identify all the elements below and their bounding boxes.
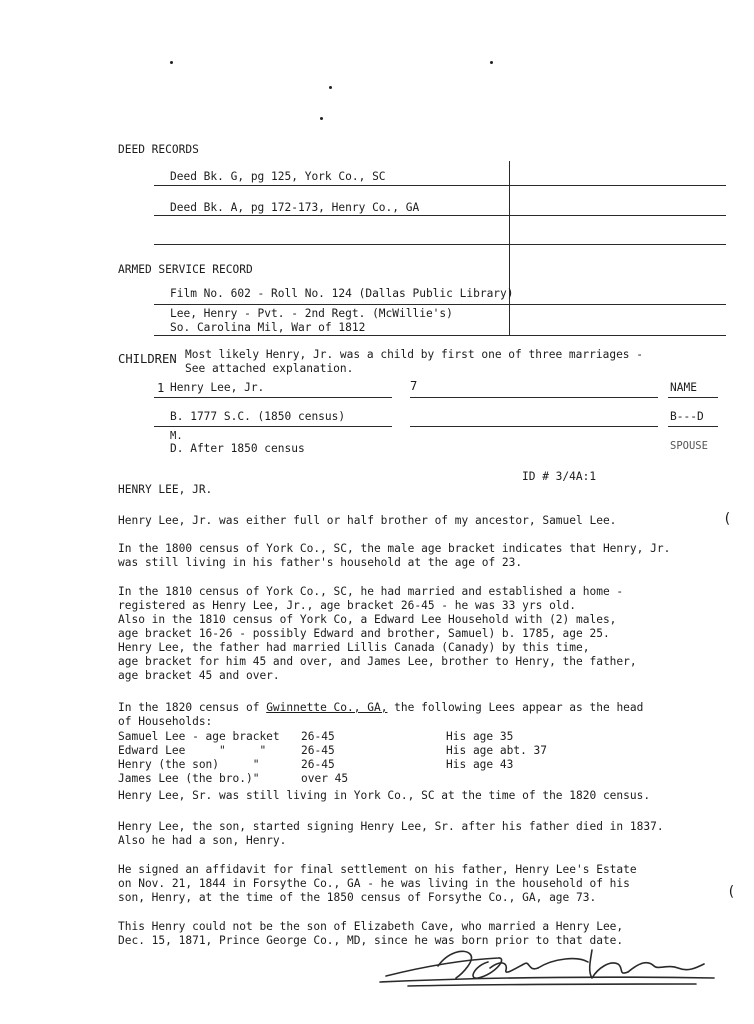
deed-row-1: Deed Bk. G, pg 125, York Co., SC (170, 170, 386, 183)
born-died-label: B---D (670, 410, 704, 423)
census-name: James Lee (the bro.)" (118, 772, 260, 785)
paragraph-3-line-1: In the 1810 census of York Co., SC, he had married and established a home - (118, 585, 624, 598)
county-underlined: Gwinnette Co., GA, (266, 701, 388, 714)
paragraph-3-line-2: registered as Henry Lee, Jr., age bracket 26-45 - he was 33 yrs old. (118, 599, 577, 612)
speck (170, 61, 173, 64)
form-rule (154, 304, 726, 305)
form-rule (154, 244, 726, 245)
paragraph-3-line-5: Henry Lee, the father had married Lillis Canada (Canady) by this time, (118, 641, 590, 654)
deed-records-heading: DEED RECORDS (118, 143, 199, 156)
children-note-2: See attached explanation. (185, 362, 354, 375)
paragraph-4-line-2: of Households: (118, 715, 213, 728)
census-age: His age 35 (446, 730, 514, 743)
form-rule (154, 397, 392, 398)
form-rule (668, 426, 718, 427)
census-age: His age abt. 37 (446, 744, 548, 757)
paragraph-3-line-7: age bracket 45 and over. (118, 669, 280, 682)
form-rule (154, 215, 726, 216)
census-name: Edward Lee " " (118, 744, 267, 757)
paragraph-4-lead: In the 1820 census of (118, 701, 267, 714)
paragraph-6-line-3: son, Henry, at the time of the 1850 census of Forsythe Co., GA, age 73. (118, 891, 597, 904)
paragraph-2-line-2: was still living in his father's household at the age of 23. (118, 556, 523, 569)
speck (329, 86, 332, 89)
form-rule (154, 185, 726, 186)
child-married: M. (170, 430, 183, 442)
paragraph-3-line-6: age bracket for him 45 and over, and James Lee, brother to Henry, the father, (118, 655, 637, 668)
census-name: Henry (the son) " (118, 758, 260, 771)
form-rule (668, 397, 718, 398)
child-number: 1 (157, 381, 165, 395)
child-mid-number: 7 (410, 379, 418, 393)
paragraph-3-line-4: age bracket 16-26 - possibly Edward and brother, Samuel) b. 1785, age 25. (118, 627, 610, 640)
children-note-1: Most likely Henry, Jr. was a child by first one of three marriages - (185, 348, 644, 361)
deed-row-2: Deed Bk. A, pg 172-173, Henry Co., GA (170, 201, 420, 214)
children-heading: CHILDREN (118, 352, 177, 366)
census-bracket: 26-45 (301, 730, 335, 743)
child-name: Henry Lee, Jr. (170, 381, 265, 394)
spouse-label: SPOUSE (670, 440, 708, 452)
speck (490, 61, 493, 64)
handwritten-signature (378, 938, 718, 990)
paragraph-4-line-1 (118, 701, 643, 715)
armed-service-heading: ARMED SERVICE RECORD (118, 263, 253, 276)
speck (320, 117, 323, 120)
name-label: NAME (670, 381, 697, 394)
paragraph-5-line-1: Henry Lee, the son, started signing Henry Lee, Sr. after his father died in 1837. (118, 820, 664, 833)
armed-line-1: Lee, Henry - Pvt. - 2nd Regt. (McWillie's) (170, 307, 453, 320)
form-divider-vertical (509, 161, 510, 335)
form-rule (154, 426, 392, 427)
child-born: B. 1777 S.C. (1850 census) (170, 410, 346, 423)
paragraph-4-line-3: Henry Lee, Sr. was still living in York Co., SC at the time of the 1820 census. (118, 789, 651, 802)
form-rule (410, 426, 658, 427)
armed-film-line: Film No. 602 - Roll No. 124 (Dallas Public Library) (170, 287, 514, 300)
census-bracket: over 45 (301, 772, 349, 785)
paragraph-2-line-1: In the 1800 census of York Co., SC, the male age bracket indicates that Henry, Jr. (118, 542, 671, 555)
form-rule (410, 397, 658, 398)
form-rule (154, 335, 726, 336)
document-title: HENRY LEE, JR. (118, 483, 213, 496)
paragraph-1: Henry Lee, Jr. was either full or half brother of my ancestor, Samuel Lee. (118, 514, 617, 527)
id-number: ID # 3/4A:1 (522, 470, 597, 483)
paragraph-6-line-2: on Nov. 21, 1844 in Forsythe Co., GA - he was living in the household of his (118, 877, 630, 890)
census-bracket: 26-45 (301, 744, 335, 757)
census-bracket: 26-45 (301, 758, 335, 771)
paragraph-7-line-2: Dec. 15, 1871, Prince George Co., MD, since he was born prior to that date. (118, 934, 624, 947)
census-age: His age 43 (446, 758, 514, 771)
census-name: Samuel Lee - age bracket (118, 730, 280, 743)
margin-mark: ( (723, 511, 732, 527)
paragraph-5-line-2: Also he had a son, Henry. (118, 834, 287, 847)
paragraph-6-line-1: He signed an affidavit for final settlement on his father, Henry Lee's Estate (118, 863, 637, 876)
margin-mark: ( (727, 884, 736, 900)
paragraph-7-line-1: This Henry could not be the son of Elizabeth Cave, who married a Henry Lee, (118, 920, 624, 933)
child-died: D. After 1850 census (170, 442, 305, 455)
paragraph-4-tail: the following Lees appear as the head (387, 701, 644, 714)
armed-line-2: So. Carolina Mil, War of 1812 (170, 321, 366, 334)
paragraph-3-line-3: Also in the 1810 census of York Co, a Edward Lee Household with (2) males, (118, 613, 617, 626)
